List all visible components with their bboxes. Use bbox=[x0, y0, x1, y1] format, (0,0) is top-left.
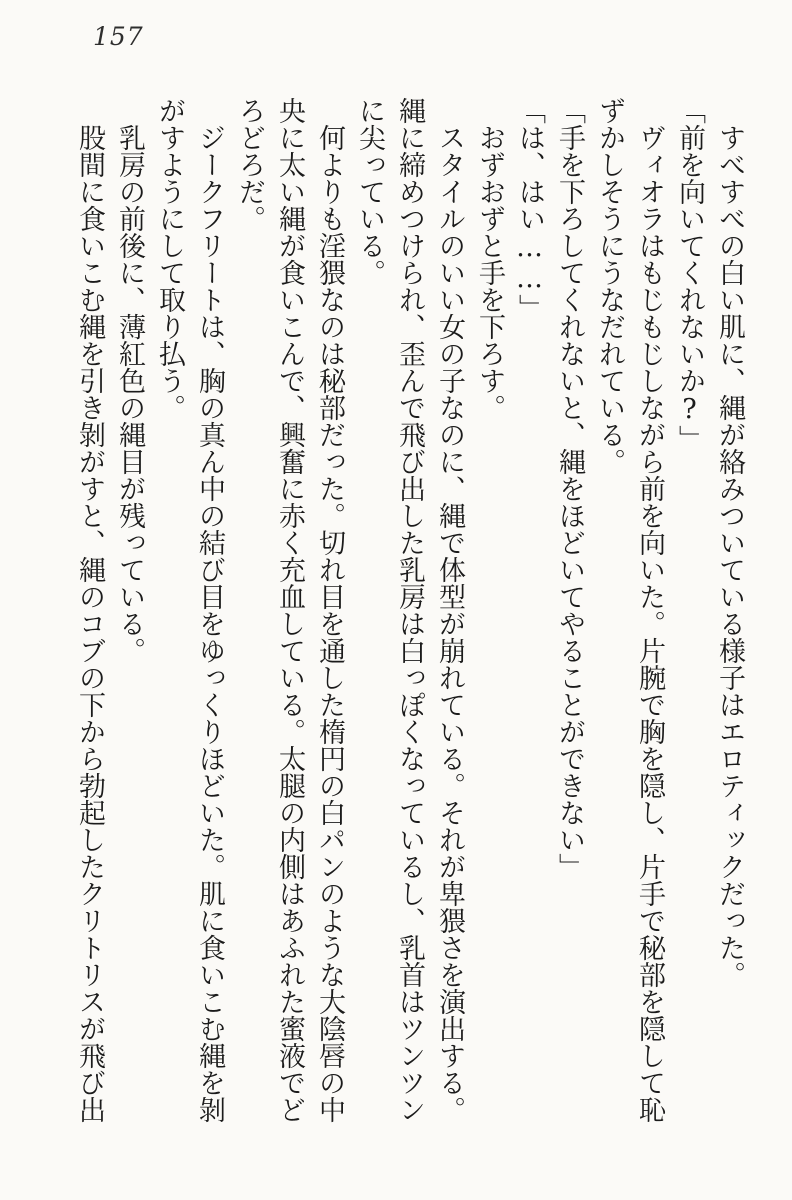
text-column: 「前を向いてくれないか?」 bbox=[674, 97, 705, 452]
text-column: ジークフリートは、胸の真ん中の結び目をゆっくりほどいた。肌に食いこむ縄を剝 bbox=[194, 124, 225, 1123]
text-column: ずかしそうにうなだれている。 bbox=[594, 97, 625, 475]
text-column: 「は、はい……」 bbox=[514, 97, 545, 321]
text-column: おずおずと手を下ろす。 bbox=[474, 124, 505, 421]
text-column: 股間に食いこむ縄を引き剝がすと、縄のコブの下から勃起したクリトリスが飛び出 bbox=[74, 124, 105, 1123]
text-column: スタイルのいい女の子なのに、縄で体型が崩れている。それが卑猥さを演出する。 bbox=[434, 124, 465, 1123]
text-columns bbox=[69, 97, 749, 1127]
text-column: すべすべの白い肌に、縄が絡みついている様子はエロティックだった。 bbox=[714, 124, 745, 988]
page-number: 157 bbox=[93, 22, 144, 51]
text-column: ヴィオラはもじもじしながら前を向いた。片腕で胸を隠し、片手で秘部を隠して恥 bbox=[634, 124, 665, 1123]
text-column: 縄に締めつけられ、歪んで飛び出した乳房は白っぽくなっているし、乳首はツンツン bbox=[394, 97, 425, 1123]
text-column: 乳房の前後に、薄紅色の縄目が残っている。 bbox=[114, 124, 145, 664]
text-column: 「手を下ろしてくれないと、縄をほどいてやることができない」 bbox=[554, 97, 585, 880]
text-column: に尖っている。 bbox=[354, 97, 385, 286]
text-column: 何よりも淫猥なのは秘部だった。切れ目を通した楕円の白パンのような大陰唇の中 bbox=[314, 124, 345, 1123]
text-column: がすようにして取り払う。 bbox=[154, 97, 185, 421]
text-column: 央に太い縄が食いこんで、興奮に赤く充血している。太腿の内側はあふれた蜜液でど bbox=[274, 97, 305, 1123]
text-column: ろどろだ。 bbox=[234, 97, 265, 232]
